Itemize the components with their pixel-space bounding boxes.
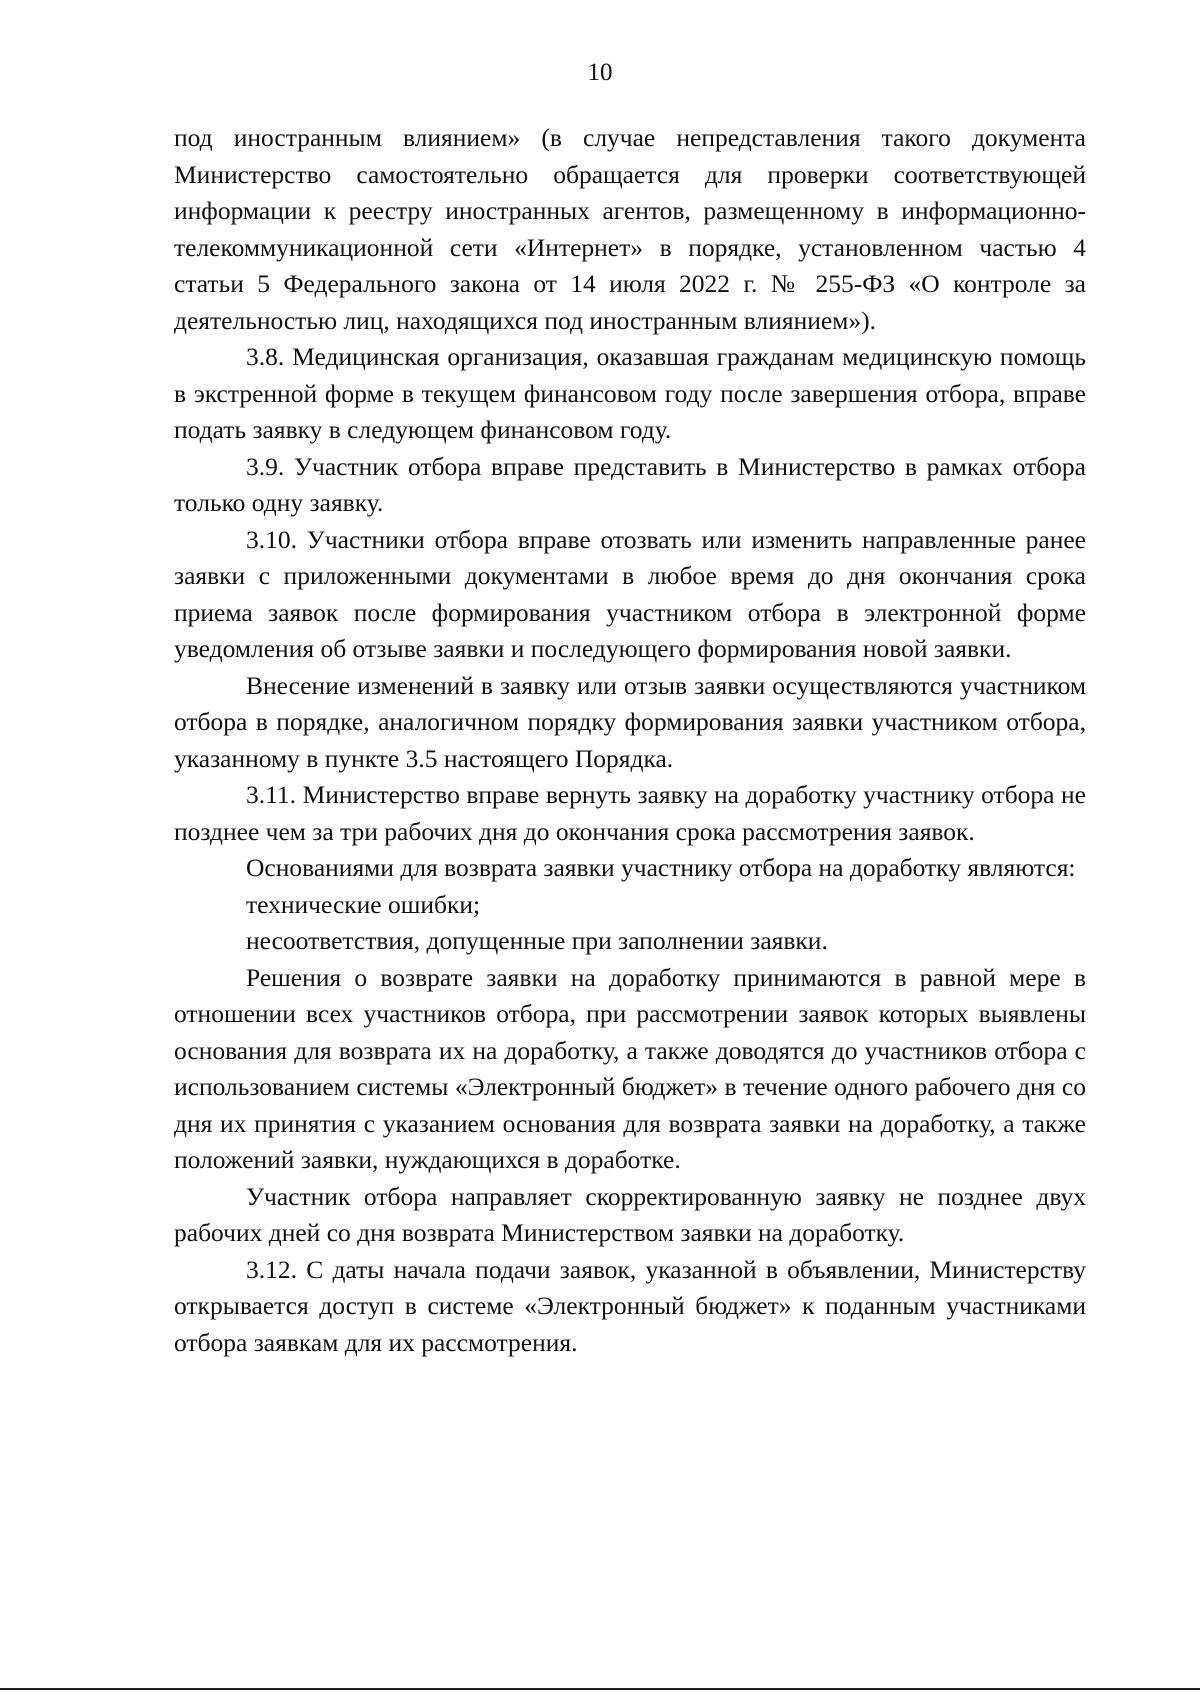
paragraph-continuation: под иностранным влиянием» (в случае непредставления такого документа Министерство самостоятельно обращается для проверки соответствующей информации к реестру иностранных агентов, размещенному в информационно-телекоммуникационной сети «Интернет» в порядке, установленном частью 4 статьи 5 Федерального закона от 14 июля 2022 г. № 255-ФЗ «О контроле за деятельностью лиц, находящихся под иностранным влиянием»). — [174, 123, 1086, 335]
paragraph-3-11-resubmission: Участник отбора направляет скорректированную заявку не позднее двух рабочих дней со дня возврата Министерством заявки на доработку. — [174, 1181, 1086, 1247]
paragraph-3-12: 3.12. С даты начала подачи заявок, указанной в объявлении, Министерству открывается доступ в системе «Электронный бюджет» к поданным участниками отбора заявкам для их рассмотрения. — [174, 1254, 1086, 1357]
paragraph-3-10: 3.10. Участники отбора вправе отозвать или изменить направленные ранее заявки с приложенными документами в любое время до дня окончания срока приема заявок после формирования участником отбора в электронной форме уведомления об отзыве заявки и последующего формирования новой заявки. — [174, 524, 1086, 663]
paragraph-3-11-decisions: Решения о возврате заявки на доработку принимаются в равной мере в отношении всех участников отбора, при рассмотрении заявок которых выявлены основания для возврата их на доработку, а также доводятся до участников отбора с использованием системы «Электронный бюджет» в течение одного рабочего дня со дня их принятия с указанием основания для возврата заявки на доработку, а также положений заявки, нуждающихся в доработке. — [174, 962, 1086, 1174]
list-item-technical-errors: технические ошибки; — [246, 889, 481, 919]
paragraph-3-8: 3.8. Медицинская организация, оказавшая гражданам медицинскую помощь в экстренной форме в текущем финансовом году после завершения отбора, вправе подать заявку в следующем финансовом году. — [174, 342, 1086, 444]
paragraph-3-11: 3.11. Министерство вправе вернуть заявку на доработку участнику отбора не позднее чем за три рабочих дня до окончания срока рассмотрения заявок. — [174, 780, 1086, 846]
scan-bottom-edge — [0, 1688, 1200, 1690]
paragraph-3-9: 3.9. Участник отбора вправе представить в Министерство в рамках отбора только одну заявку. — [174, 451, 1086, 517]
paragraph-3-11-grounds: Основаниями для возврата заявки участнику отбора на доработку являются: — [246, 853, 1076, 882]
list-item-inconsistencies: несоответствия, допущенные при заполнении заявки. — [246, 926, 828, 955]
document-body — [174, 120, 1086, 1361]
page-number: 10 — [587, 59, 613, 86]
paragraph-3-10-amendments: Внесение изменений в заявку или отзыв заявки осуществляются участником отбора в порядке, аналогичном порядку формирования заявки участником отбора, указанному в пункте 3.5 настоящего Порядка. — [174, 670, 1086, 773]
